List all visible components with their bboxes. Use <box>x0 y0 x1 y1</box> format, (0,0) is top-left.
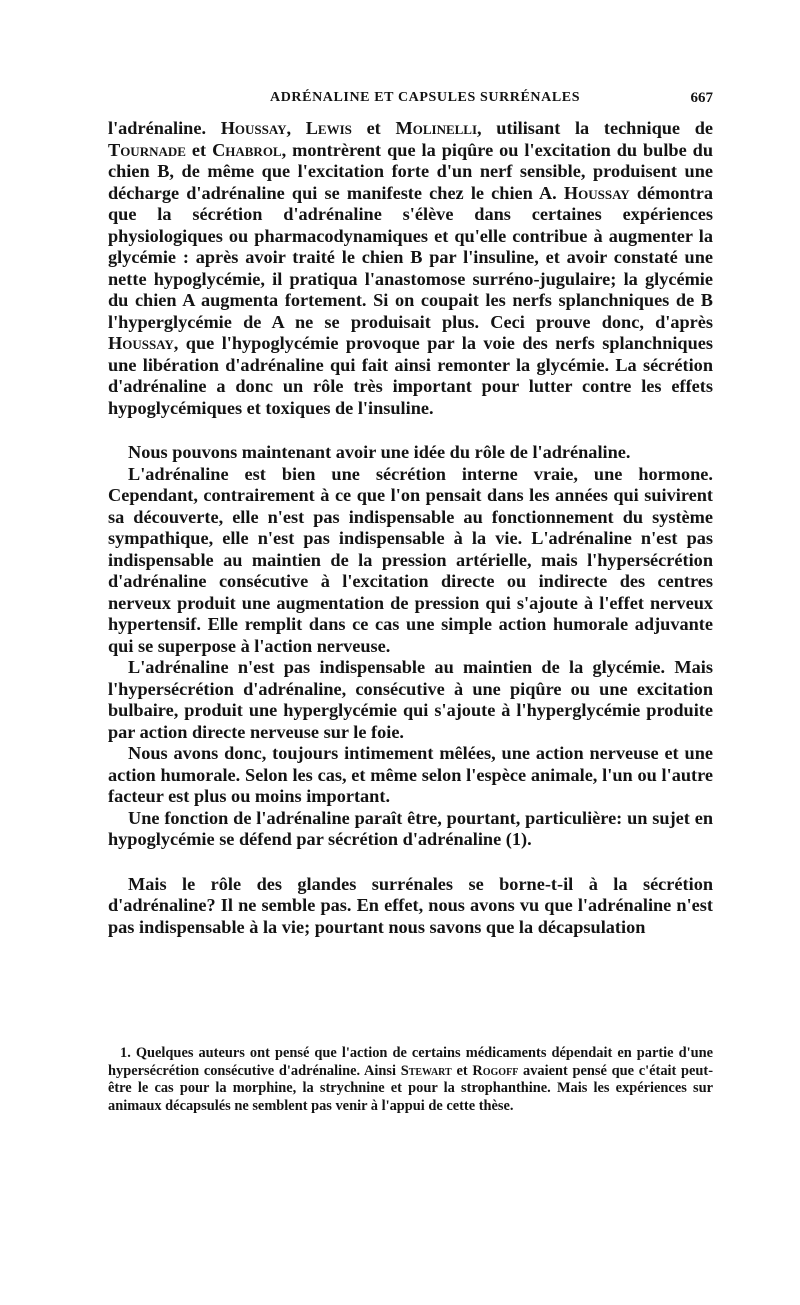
author-name: Lewis <box>305 118 352 138</box>
page-number: 667 <box>690 90 713 106</box>
paragraph: Nous avons donc, toujours intimement mêlées, une action nerveuse et une action humorale. Selon les cas, et même selon l'espèce animale, l'un ou l'autre facteur est plus ou moins important. <box>108 743 713 806</box>
author-name: Houssay <box>563 182 630 203</box>
author-name: Tournade <box>108 139 186 160</box>
footnote: 1. Quelques auteurs ont pensé que l'action de certains médicaments dépendait en partie d'une hypersécrétion consécutive d'adrénaline. Ainsi Stewart et Rogoff avaient pensé que c'était peut-être le cas pour la morphine, la strychnine et pour la strophanthine. Mais les expériences sur animaux décapsulés ne semblent pas venir à l'appui de cette thèse. <box>108 1045 714 1114</box>
footnote-reference: (1) <box>505 829 528 849</box>
paragraph: L'adrénaline n'est pas indispensable au maintien de la glycémie. Mais l'hypersécrétion d'adrénaline, consécutive à une piqûre ou une excitation bulbaire, produit une hyperglycémie qui s'ajoute à l'hyperglycémie produite par action directe nerveuse sur le foie. <box>108 657 713 742</box>
paragraph: Nous pouvons maintenant avoir une idée du rôle de l'adrénaline. <box>128 442 631 462</box>
main-text <box>108 118 713 938</box>
author-name: Houssay <box>220 118 287 138</box>
paragraph: L'adrénaline est bien une sécrétion interne vraie, une hormone. Cependant, contrairement à ce que l'on pensait dans les années qui suivirent sa découverte, elle n'est pas indispensable au fonctionnement du système sympathique, elle n'est pas indispensable à la vie. L'adrénaline n'est pas indispensable au maintien de la pression artérielle, mais l'hypersécrétion d'adrénaline consécutive à l'excitation directe ou indirecte des centres nerveux produit une augmentation de pression qui s'ajoute à l'effet nerveux hypertensif. Elle remplit dans ce cas une simple action humorale adjuvante qui se superpose à l'action nerveuse. <box>108 463 713 656</box>
author-name: Rogoff <box>472 1062 519 1079</box>
author-name: Houssay <box>108 333 174 353</box>
footnotes <box>108 1045 713 1115</box>
paragraph: Une fonction de l'adrénaline paraît être, pourtant, particulière: un sujet en hypoglycémie se défend par sécrétion d'adrénaline (1). <box>108 807 713 849</box>
author-name: Stewart <box>400 1062 452 1079</box>
author-name: Molinelli <box>395 118 478 138</box>
paragraph: Mais le rôle des glandes surrénales se borne-t-il à la sécrétion d'adrénaline? Il ne semble pas. En effet, nous avons vu que l'adrénaline n'est pas indispensable à la vie; pourtant nous savons que la décapsulation <box>108 873 713 937</box>
paragraph-continuation: l'adrénaline. Houssay, Lewis et Molinelli, utilisant la technique de Tournade et Chabrol, montrèrent que la piqûre ou l'excitation du bulbe du chien B, de même que l'excitation forte d'un nerf sensible, produisent une décharge d'adrénaline qui se manifeste chez le chien A. Houssay démontra que la sécrétion d'adrénaline s'élève dans certaines expériences physiologiques ou pharmacodynamiques et qu'elle contribue à augmenter la glycémie : après avoir traité le chien B par l'insuline, et avoir constaté une nette hypoglycémie, il pratiqua l'anastomose surréno-jugulaire; la glycémie du chien A augmenta fortement. Si on coupait les nerfs splanchniques de B l'hyperglycémie de A ne se produisait plus. Ceci prouve donc, d'après Houssay, que l'hypoglycémie provoque par la voie des nerfs splanchniques une libération d'adrénaline qui fait ainsi remonter la glycémie. La sécrétion d'adrénaline a donc un rôle très important pour lutter contre les effets hypoglycémiques et toxiques de l'insuline. <box>108 118 714 418</box>
author-name: Chabrol <box>212 139 282 160</box>
page-header <box>108 90 713 110</box>
running-title: ADRÉNALINE ET CAPSULES SURRÉNALES <box>270 90 581 105</box>
